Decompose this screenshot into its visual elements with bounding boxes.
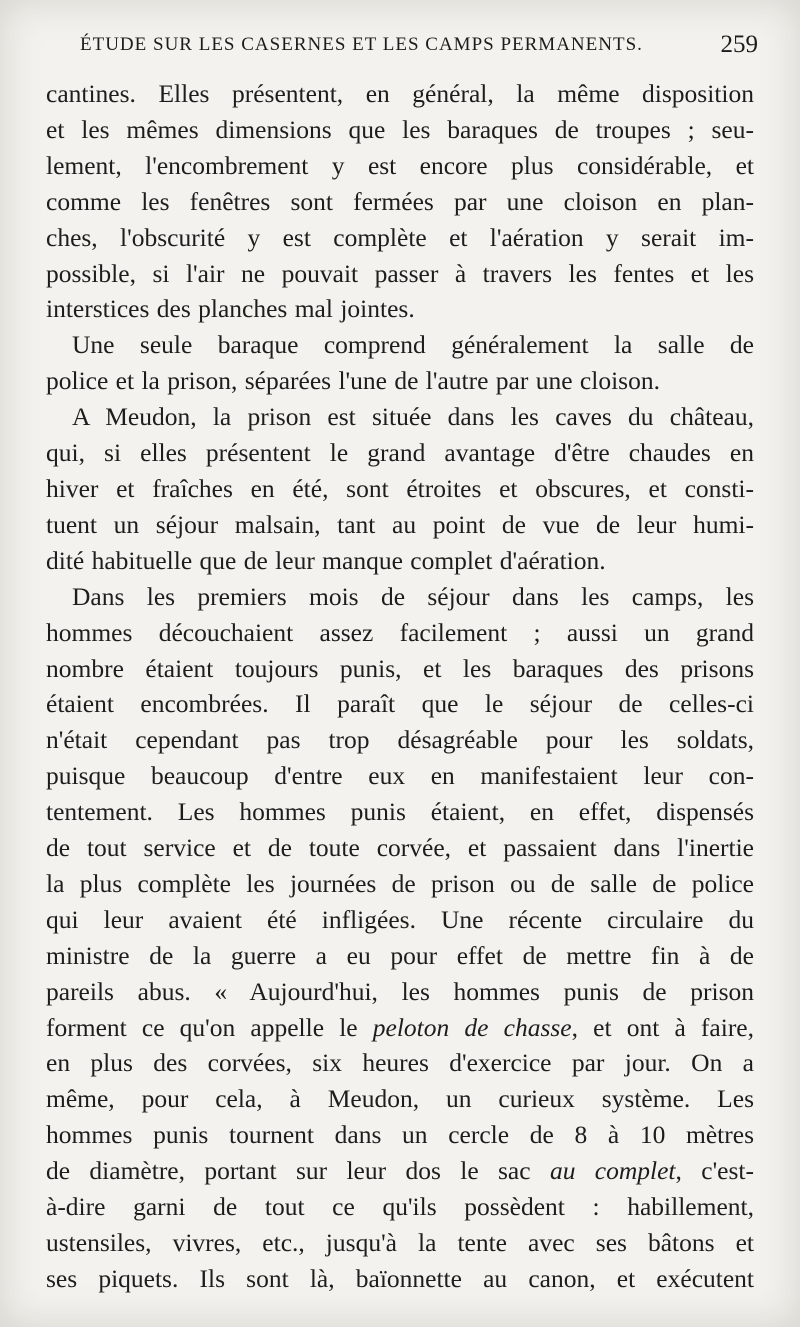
text-line: de tout service et de toute corvée, et passaient dans l'inertie <box>46 833 754 863</box>
text-line: tuent un séjour malsain, tant au point de vue de leur humi- <box>46 509 754 539</box>
running-head-title: ÉTUDE SUR LES CASERNES ET LES CAMPS PERMANENTS. <box>80 34 643 55</box>
text-line: cantines. Elles présentent, en général, la même disposition <box>46 79 754 108</box>
text-line: A Meudon, la prison est située dans les caves du château, <box>72 402 754 432</box>
text-line: ses piquets. Ils sont là, baïonnette au canon, et exécutent <box>46 1263 754 1293</box>
italic-phrase: peloton de chasse <box>372 1012 572 1042</box>
text-line: possible, si l'air ne pouvait passer à travers les fentes et les <box>46 258 754 288</box>
text-line: hommes découchaient assez facilement ; aussi un grand <box>46 617 754 647</box>
text-line: pareils abus. « Aujourd'hui, les hommes punis de prison <box>46 976 754 1006</box>
text-line: qui, si elles présentent le grand avantage d'être chaudes en <box>46 438 754 468</box>
text-line: ministre de la guerre a eu pour effet de mettre fin à de <box>46 940 754 970</box>
paragraph <box>46 327 754 399</box>
paragraph <box>46 579 754 1297</box>
text-line: en plus des corvées, six heures d'exercice par jour. On a <box>46 1048 754 1078</box>
text-line: comme les fenêtres sont fermées par une cloison en plan- <box>46 186 754 216</box>
text-line: n'était cependant pas trop désagréable pour les soldats, <box>46 725 754 755</box>
text-line: Une seule baraque comprend généralement la salle de <box>72 330 754 360</box>
running-head <box>48 31 758 70</box>
text-run: forment ce qu'on appelle le <box>46 1012 373 1042</box>
body-text <box>46 76 754 1297</box>
text-line: la plus complète les journées de prison ou de salle de police <box>46 868 754 898</box>
text-line: même, pour cela, à Meudon, un curieux système. Les <box>46 1084 754 1114</box>
text-line: ustensiles, vivres, etc., jusqu'à la tente avec ses bâtons et <box>46 1228 754 1257</box>
text-line: et les mêmes dimensions que les baraques de troupes ; seu- <box>46 114 754 144</box>
paragraph <box>46 399 754 579</box>
page-number: 259 <box>720 31 758 58</box>
text-line: nombre étaient toujours punis, et les baraques des prisons <box>46 653 754 683</box>
text-run: , c'est- <box>675 1156 754 1186</box>
text-line: qui leur avaient été infligées. Une récente circulaire du <box>46 904 754 934</box>
text-line-with-italic <box>46 1153 754 1189</box>
text-line: à-dire garni de tout ce qu'ils possèdent : habillement, <box>46 1192 754 1222</box>
text-line: interstices des planches mal jointes. <box>46 294 415 324</box>
text-line: hommes punis tournent dans un cercle de 8 à 10 mètres <box>46 1120 754 1150</box>
text-run: , et ont à faire, <box>571 1012 754 1042</box>
text-line: hiver et fraîches en été, sont étroites et obscures, et consti- <box>46 473 754 503</box>
text-line-with-italic <box>46 1010 754 1046</box>
text-line: tentement. Les hommes punis étaient, en effet, dispensés <box>46 797 754 827</box>
text-line: lement, l'encombrement y est encore plus considérable, et <box>46 150 754 180</box>
text-line: puisque beaucoup d'entre eux en manifestaient leur con- <box>46 761 754 791</box>
text-run: de diamètre, portant sur leur dos le sac <box>46 1156 550 1186</box>
paragraph <box>46 76 754 327</box>
text-line: ches, l'obscurité y est complète et l'aération y serait im- <box>46 222 754 252</box>
text-line: étaient encombrées. Il paraît que le séjour de celles-ci <box>46 689 754 719</box>
text-line: Dans les premiers mois de séjour dans les camps, les <box>72 581 754 611</box>
text-line: dité habituelle que de leur manque complet d'aération. <box>46 545 606 575</box>
italic-phrase: au complet <box>549 1156 676 1186</box>
text-line: police et la prison, séparées l'une de l'autre par une cloison. <box>46 366 660 396</box>
